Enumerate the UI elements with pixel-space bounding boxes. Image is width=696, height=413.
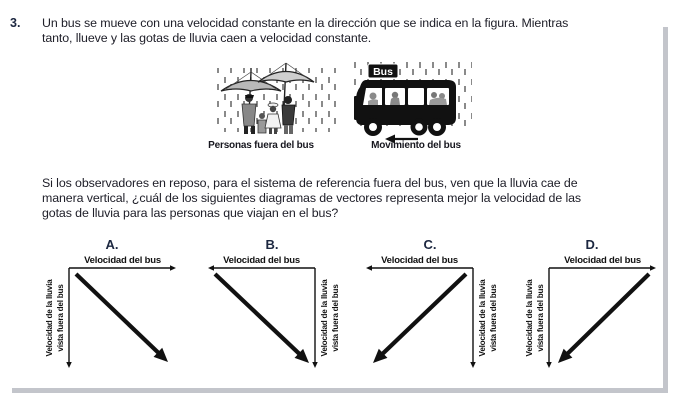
rain-velocity-axis-label-line1: Velocidad de la lluvia [45, 279, 54, 357]
page-shadow-right [663, 27, 668, 393]
intro-line-2: tanto, llueve y las gotas de lluvia caen a velocidad constante. [42, 30, 372, 45]
question-intro [42, 16, 568, 45]
bus-wheel [364, 118, 382, 136]
resultant-rain-velocity-arrow [373, 274, 466, 363]
rain-velocity-axis-label-line2: vista fuera del bus [489, 284, 498, 352]
bus-wheel [411, 119, 428, 136]
resultant-rain-velocity-arrow [558, 274, 649, 363]
bus-velocity-axis-label: Velocidad del bus [84, 255, 161, 266]
intro-line-1: Un bus se mueve con una velocidad constante en la dirección que se indica en la figura. Mientras [42, 16, 569, 30]
answer-option-a[interactable] [42, 237, 182, 377]
rain-velocity-axis-label-line2: vista fuera del bus [331, 284, 340, 352]
rain-velocity-axis-label-line1: Velocidad de la lluvia [478, 279, 487, 357]
question-number: 3. [10, 16, 21, 30]
option-letter: C. [423, 237, 437, 252]
resultant-rain-velocity-arrow [76, 274, 168, 362]
bus-velocity-axis-label: Velocidad del bus [564, 255, 641, 266]
vector-diagram [202, 253, 342, 377]
rain-velocity-axis-label-line1: Velocidad de la lluvia [525, 279, 534, 357]
bus-figure [352, 60, 474, 144]
vector-diagram [522, 253, 662, 377]
answer-option-b[interactable] [202, 237, 342, 377]
people-outside-bus-figure [196, 58, 346, 143]
option-letter: B. [265, 237, 279, 252]
rain-velocity-axis-label-line2: vista fuera del bus [536, 284, 545, 352]
page-shadow-bottom [12, 388, 668, 393]
rain-velocity-axis-label-line2: vista fuera del bus [56, 284, 65, 352]
prompt-line-3: gotas de lluvia para las personas que viajan en el bus? [42, 206, 339, 221]
rain-velocity-axis-label-line1: Velocidad de la lluvia [320, 279, 329, 357]
vector-diagram [42, 253, 182, 377]
answer-option-c[interactable] [360, 237, 500, 377]
prompt-line-1: Si los observadores en reposo, para el sistema de referencia fuera del bus, ven que la lluvia cae de [42, 176, 578, 190]
bus-velocity-axis-label: Velocidad del bus [381, 255, 458, 266]
answer-option-d[interactable] [522, 237, 662, 377]
bus-figure-caption: Movimiento del bus [371, 140, 461, 151]
resultant-rain-velocity-arrow [215, 274, 309, 363]
question-prompt [42, 176, 581, 222]
prompt-line-2: manera vertical, ¿cuál de los siguientes diagramas de vectores representa mejor la velocidad de las [42, 191, 582, 206]
option-letter: A. [105, 237, 119, 252]
people-figure-caption: Personas fuera del bus [208, 140, 314, 151]
bus-velocity-axis-label: Velocidad del bus [223, 255, 300, 266]
vector-diagram [360, 253, 500, 377]
bus-sign-label: Bus [373, 66, 393, 78]
bus-wheel [428, 118, 446, 136]
option-letter: D. [585, 237, 599, 252]
